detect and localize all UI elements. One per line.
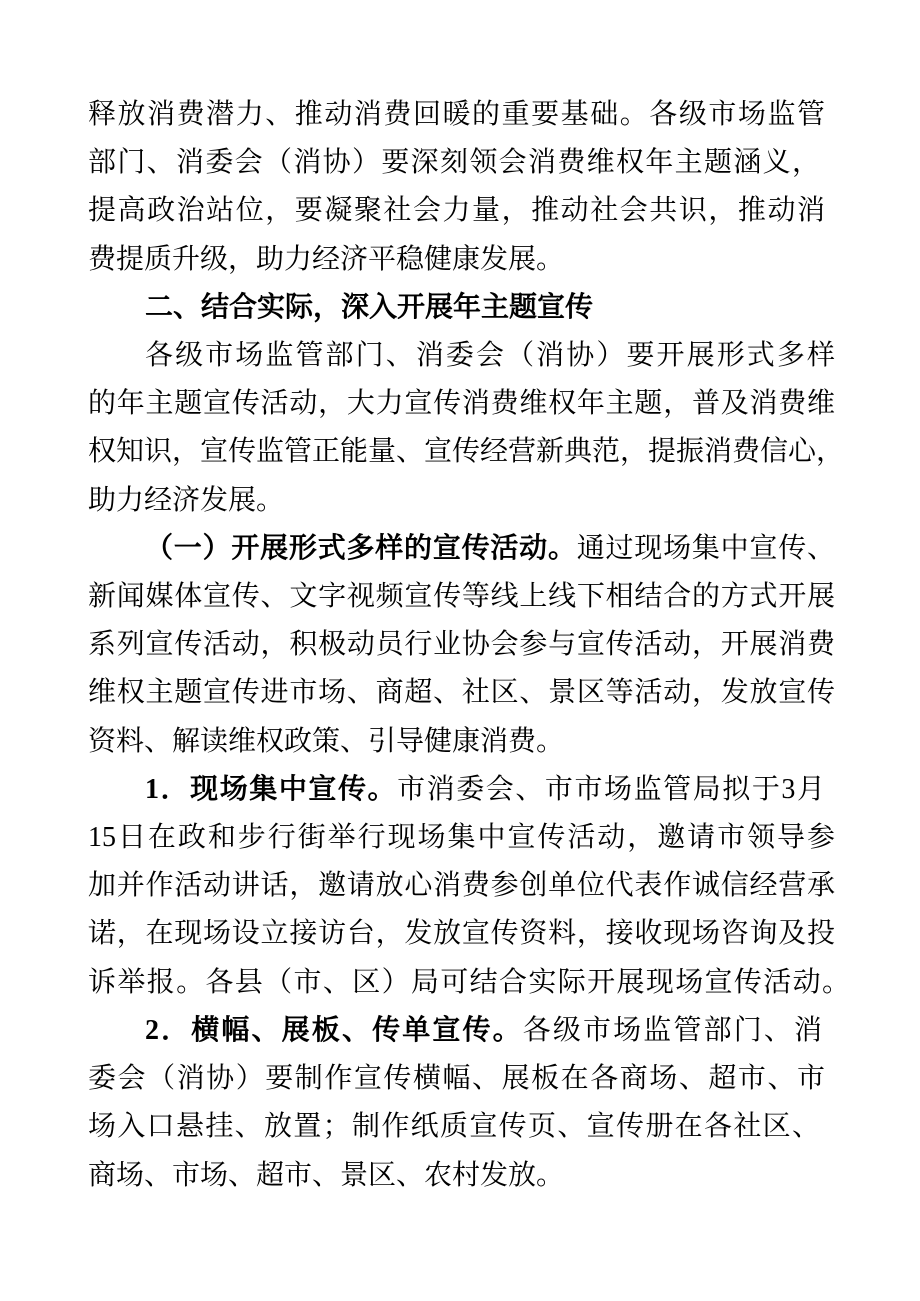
text-line: 资料、解读维权政策、引导健康消费。 bbox=[88, 726, 565, 757]
text-line: 系列宣传活动，积极动员行业协会参与宣传活动，开展消费 bbox=[88, 629, 835, 660]
text-line: 的年主题宣传活动，大力宣传消费维权年主题，普及消费维 bbox=[88, 388, 835, 419]
text-line: 新闻媒体宣传、文字视频宣传等线上线下相结合的方式开展 bbox=[88, 581, 835, 612]
text-line: 15日在政和步行街举行现场集中宣传活动，邀请市领导参 bbox=[88, 822, 835, 853]
item-heading: 1．现场集中宣传。 bbox=[145, 774, 398, 805]
text-line: 提高政治站位，要凝聚社会力量，推动社会共识，推动消 bbox=[88, 195, 825, 226]
item-heading: 2．横幅、展板、传单宣传。 bbox=[145, 1015, 523, 1046]
text-line: 助力经济发展。 bbox=[88, 485, 285, 516]
text-line: 加并作活动讲话，邀请放心消费参创单位代表作诚信经营承 bbox=[88, 870, 835, 901]
text-line: 维权主题宣传进市场、商超、社区、景区等活动，发放宣传 bbox=[88, 677, 835, 708]
section-heading: 二、结合实际，深入开展年主题宣传 bbox=[145, 292, 594, 323]
text-line: 各级市场监管部门、消委会（消协）要开展形式多样 bbox=[145, 340, 835, 371]
text-line: 诉举报。各县（市、区）局可结合实际开展现场宣传活动。 bbox=[88, 967, 850, 998]
text-line: 委会（消协）要制作宣传横幅、展板在各商场、超市、市 bbox=[88, 1063, 825, 1094]
text-run: 市消委会、市市场监管局拟于3月 bbox=[397, 774, 825, 805]
text-line: 权知识，宣传监管正能量、宣传经营新典范，提振消费信心， bbox=[88, 436, 845, 467]
text-run: 各级市场监管部门、消 bbox=[522, 1015, 822, 1046]
text-run: 通过现场集中宣传、 bbox=[576, 533, 835, 564]
text-line bbox=[145, 773, 825, 807]
text-line: 诺，在现场设立接访台，发放宣传资料，接收现场咨询及投 bbox=[88, 918, 835, 949]
text-line: 商场、市场、超市、景区、农村发放。 bbox=[88, 1160, 565, 1191]
text-line: 场入口悬挂、放置；制作纸质宣传页、宣传册在各社区、 bbox=[88, 1111, 820, 1142]
text-line: 费提质升级，助力经济平稳健康发展。 bbox=[88, 244, 565, 275]
text-line bbox=[145, 1014, 822, 1048]
subsection-heading: （一）开展形式多样的宣传活动。 bbox=[145, 533, 577, 564]
text-line: 部门、消委会（消协）要深刻领会消费维权年主题涵义， bbox=[88, 147, 820, 178]
text-line bbox=[145, 532, 835, 566]
text-line: 释放消费潜力、推动消费回暖的重要基础。各级市场监管 bbox=[88, 99, 825, 130]
